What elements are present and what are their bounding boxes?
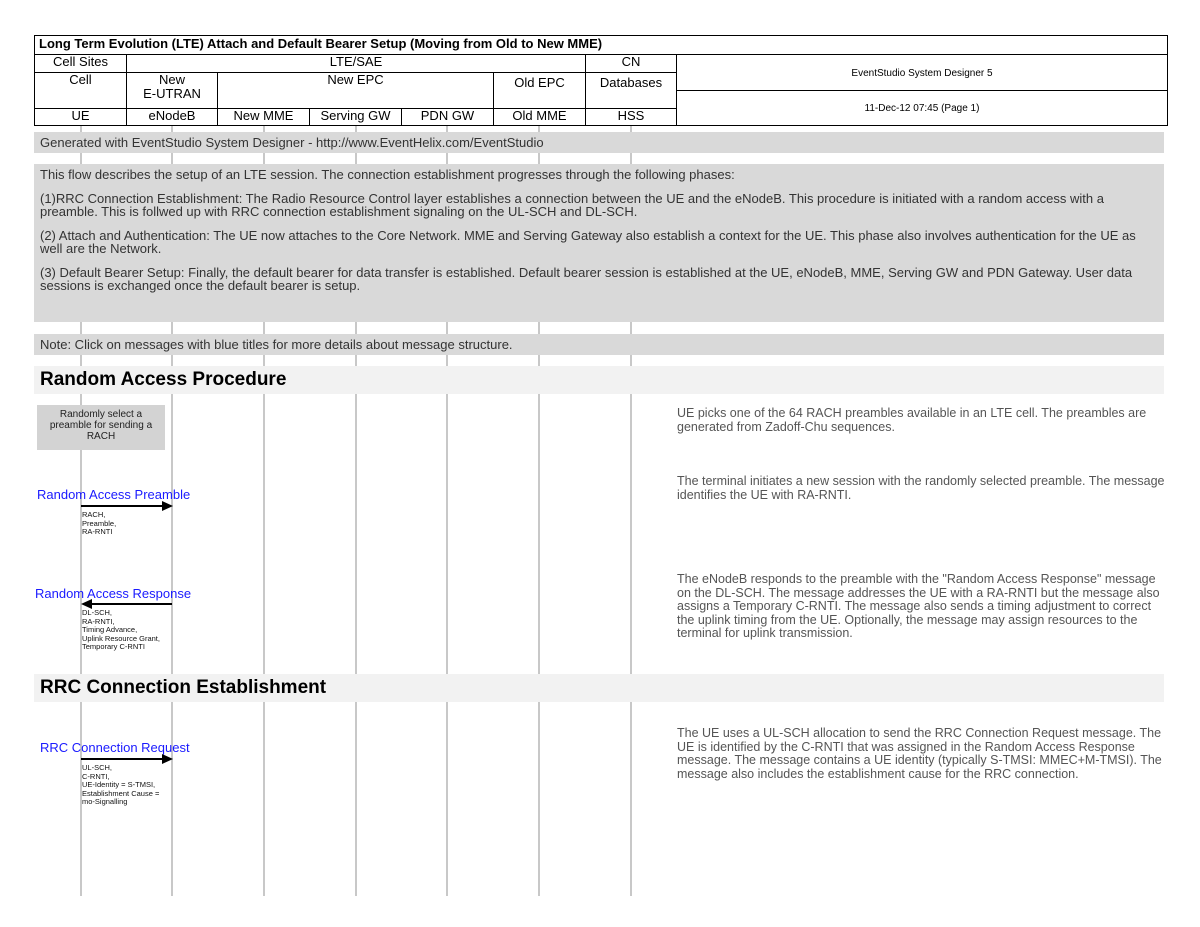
tool-name: EventStudio System Designer 5 (676, 54, 1168, 91)
group-cell: Cell (34, 72, 127, 109)
remark-random-access-response: The eNodeB responds to the preamble with the "Random Access Response" message on the DL-SCH. The message addresses the UE with a RA-RNTI but the message also assigns a Temporary C-RNTI. The message also sends a timing adjustment to correct the uplink timing from the UE. Optionally, the message may assign resources to the terminal for uplink transmission. (677, 572, 1160, 640)
diagram-title: Long Term Evolution (LTE) Attach and Default Bearer Setup (Moving from Old to New MME) (34, 35, 1168, 55)
entity-ue: UE (34, 108, 127, 126)
entity-new-mme: New MME (217, 108, 310, 126)
group-cn: CN (585, 54, 677, 73)
description-phase-1: (1)RRC Connection Establishment: The Radio Resource Control layer establishes a connection between the UE and the eNodeB. This procedure is initiated with a random access with a preamble. This is follwed up with RRC connection establishment signaling on the UL-SCH and DL-SCH. (40, 191, 1104, 219)
remark-rrc-connection-request: The UE uses a UL-SCH allocation to send the RRC Connection Request message. The UE is identified by the C-RNTI that was assigned in the Random Access Response message. The message contains a UE identity (typically S-TMSI: MMEC+M-TMSI). The message also includes the establishment cause for the RRC connection. (677, 726, 1162, 781)
entity-old-mme: Old MME (493, 108, 586, 126)
group-lte-sae: LTE/SAE (126, 54, 586, 73)
entity-pdn-gw: PDN GW (401, 108, 494, 126)
params-random-access-response: DL-SCH, RA-RNTI, Timing Advance, Uplink Resource Grant, Temporary C-RNTI (82, 608, 160, 651)
description-block (34, 164, 1164, 322)
diagram-date: 11-Dec-12 07:45 (Page 1) (676, 90, 1168, 126)
generated-text: Generated with EventStudio System Designer - http://www.EventHelix.com/EventStudio (40, 135, 544, 150)
entity-enodeb: eNodeB (126, 108, 218, 126)
generated-note (34, 132, 1164, 153)
params-rrc-connection-request: UL-SCH, C-RNTI, UE-Identity = S-TMSI, Establishment Cause = mo-Signalling (82, 763, 160, 806)
message-random-access-preamble[interactable]: Random Access Preamble (37, 487, 191, 502)
action-select-preamble: Randomly select a preamble for sending a RACH (37, 405, 165, 450)
section-rrc-connection: RRC Connection Establishment (34, 674, 1164, 702)
entity-hss: HSS (585, 108, 677, 126)
note-text: Note: Click on messages with blue titles for more details about message structure. (40, 337, 513, 352)
params-random-access-preamble: RACH, Preamble, RA-RNTI (82, 510, 117, 536)
remark-random-access-preamble: The terminal initiates a new session with the randomly selected preamble. The message identifies the UE with RA-RNTI. (677, 474, 1165, 502)
remark-action: UE picks one of the 64 RACH preambles available in an LTE cell. The preambles are generated from Zadoff-Chu sequences. (677, 406, 1147, 434)
description-intro: This flow describes the setup of an LTE session. The connection establishment progresses through the following phases: (40, 167, 735, 182)
message-rrc-connection-request[interactable]: RRC Connection Request (40, 740, 190, 755)
description-phase-3: (3) Default Bearer Setup: Finally, the default bearer for data transfer is established. Default bearer session is established at the UE, eNodeB, MME, Serving GW and PDN Gateway. User data sessions is exchanged once the default bearer is setup. (40, 265, 1133, 293)
entity-serving-gw: Serving GW (309, 108, 402, 126)
description-phase-2: (2) Attach and Authentication: The UE now attaches to the Core Network. MME and Serving Gateway also establish a context for the UE. This phase also involves authentication for the UE as well are the Network. (40, 228, 1136, 256)
group-cell-sites: Cell Sites (34, 54, 127, 73)
group-old-epc: Old EPC (493, 72, 586, 109)
message-random-access-response[interactable]: Random Access Response (35, 586, 192, 601)
group-new-epc: New EPC (217, 72, 494, 109)
note-band (34, 334, 1164, 355)
group-databases: Databases (585, 72, 677, 109)
group-new-eutran: New E-UTRAN (126, 72, 218, 109)
section-random-access: Random Access Procedure (34, 366, 1164, 394)
